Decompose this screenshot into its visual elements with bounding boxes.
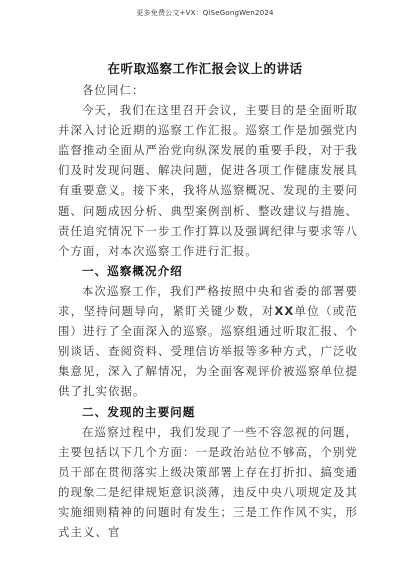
section-heading-overview: 一、巡察概况介绍 [82, 263, 183, 278]
overview-text-b: 单位（或范围）进行了全面深入的巡察。巡察组通过听取汇报、个别谈话、查阅资料、受理信访举报等多种方式，广泛收集意见，深入了解情况，为全面客观评价被巡察单位提供了扎实依据。 [58, 304, 358, 399]
overview-paragraph [58, 281, 358, 402]
problems-paragraph: 在巡察过程中，我们发现了一些不容忽视的问题，主要包括以下几个方面：一是政治站位不够高，个别党员干部在贯彻落实上级决策部署上存在打折扣、搞变通的现象二是纪律规矩意识淡薄，违反中央八项规定及其实施细则精神的问题时有发生；三是工作作风不实，形式主义、官 [58, 424, 358, 540]
unit-placeholder: XX [274, 304, 295, 319]
intro-paragraph: 今天，我们在这里召开会议，主要目的是全面听取并深入讨论近期的巡察工作汇报。巡察工作是加强党内监督推动全面从严治党向纵深发展的重要手段，对于我们及时发现问题、解决问题，促进各项工作健康发展具有重要意义。接下来，我将从巡察概况、发现的主要问题、问题成因分析、典型案例剖析、整改建议与措施、责任追究情况下一步工作打算以及强调纪律与要求等八个方面，对本次巡察工作进行汇报。 [58, 103, 358, 258]
overview-text-a: 本次巡察工作，我们严格按照中央和省委的部署要求，坚持问题导向，紧盯关键少数，对 [58, 283, 358, 319]
document-body [58, 80, 358, 542]
document-title: 在听取巡察工作汇报会议上的讲话 [107, 61, 303, 76]
header-note: 更多免费公文+VX：QiSeGongWen2024 [136, 9, 274, 17]
salutation: 各位同仁： [82, 83, 145, 97]
section-heading-problems: 二、发现的主要问题 [82, 404, 196, 419]
